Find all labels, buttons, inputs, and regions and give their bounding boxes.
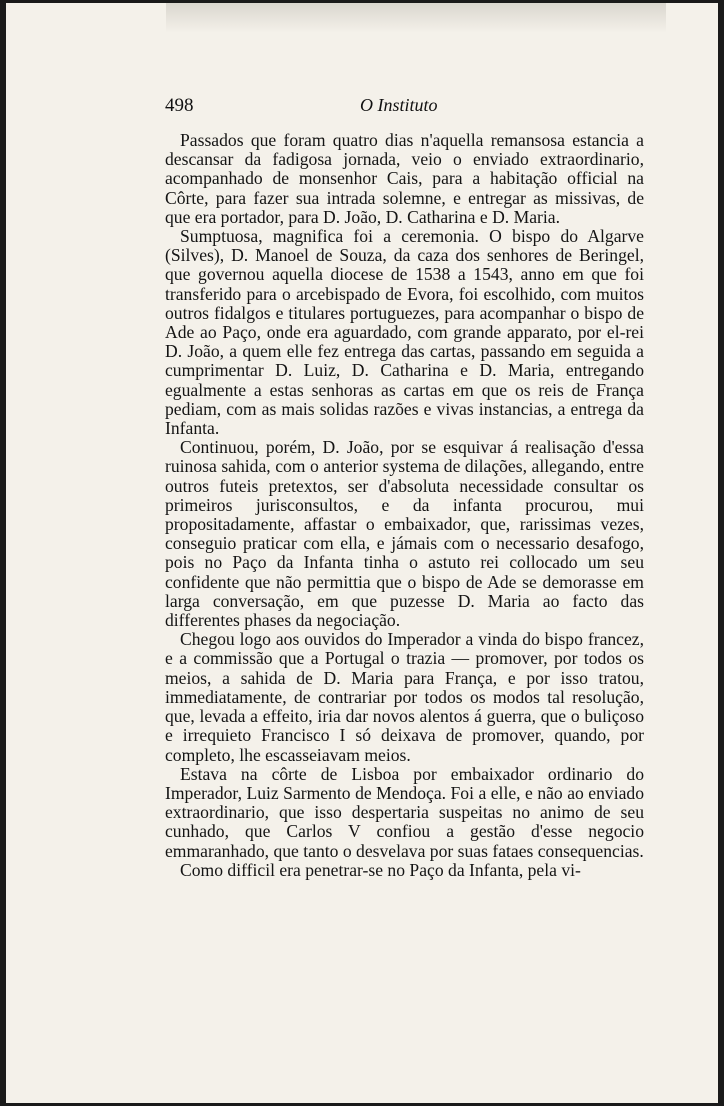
paragraph: Chegou logo aos ouvidos do Imperador a vinda do bispo francez, e a commissão que a Portugal o trazia — promover, por todos os meios, a sahida de D. Maria para França, e por isso tratou, immediatamente, de contrariar por todos os modos tal resolução, que, levada a effeito, iria dar novos alentos á guerra, que o buliçoso e irrequieto Francisco I só deixava de promover, quando, por completo, lhe escasseiavam meios.	[165, 629, 644, 765]
paragraph: Sumptuosa, magnifica foi a ceremonia. O bispo do Algarve (Silves), D. Manoel de Souza, da caza dos senhores de Beringel, que governou aquella diocese de 1538 a 1543, anno em que foi transferido para o arcebispado de Evora, foi escolhido, com muitos outros fidalgos e titulares portuguezes, para acompanhar o bispo de Ade ao Paço, onde era aguardado, com grande apparato, por el-rei D. João, a quem elle fez entrega das cartas, passando em seguida a cumprimentar D. Luiz, D. Catharina e D. Maria, entregando egualmente a estas senhoras as cartas em que os reis de França pediam, com as mais solidas razões e vivas instancias, a entrega da Infanta.	[165, 226, 644, 439]
running-title: O Instituto	[360, 95, 438, 115]
paragraph: Passados que foram quatro dias n'aquella remansosa estancia a descansar da fadigosa jornada, veio o enviado extraordinario, acompanhado de monsenhor Cais, para a habitação official na Côrte, para fazer sua intrada solemne, e entregar as missivas, de que era portador, para D. João, D. Catharina e D. Maria.	[165, 130, 644, 227]
body-text	[165, 131, 644, 981]
scan-smudge	[166, 3, 666, 33]
paragraph: Estava na côrte de Lisboa por embaixador ordinario do Imperador, Luiz Sarmento de Mendoça. Foi a elle, e não ao enviado extraordinario, que isso despertaria suspeitas no animo de seu cunhado, que Carlos V confiou a gestão d'esse negocio emmaranhado, que tanto o desvelava por suas fataes consequencias.	[165, 763, 644, 861]
page-number: 498	[165, 95, 194, 116]
paragraph: Como difficil era penetrar-se no Paço da Infanta, pela vi-	[180, 859, 581, 880]
scanned-page	[6, 3, 718, 1103]
paragraph: Continuou, porém, D. João, por se esquivar á realisação d'essa ruinosa sahida, com o anterior systema de dilações, allegando, entre outros futeis pretextos, ser d'absoluta necessidade consultar os primeiros jurisconsultos, e da infanta procurou, mui propositadamente, affastar o embaixador, que, rarissimas vezes, conseguio praticar com ella, e jámais com o necessario desafogo, pois no Paço da Infanta tinha o astuto rei collocado um seu confidente que não permittia que o bispo de Ade se demorasse em larga conversação, em que puzesse D. Maria ao facto das differentes phases da negociação.	[165, 437, 644, 631]
page-header	[165, 95, 644, 121]
